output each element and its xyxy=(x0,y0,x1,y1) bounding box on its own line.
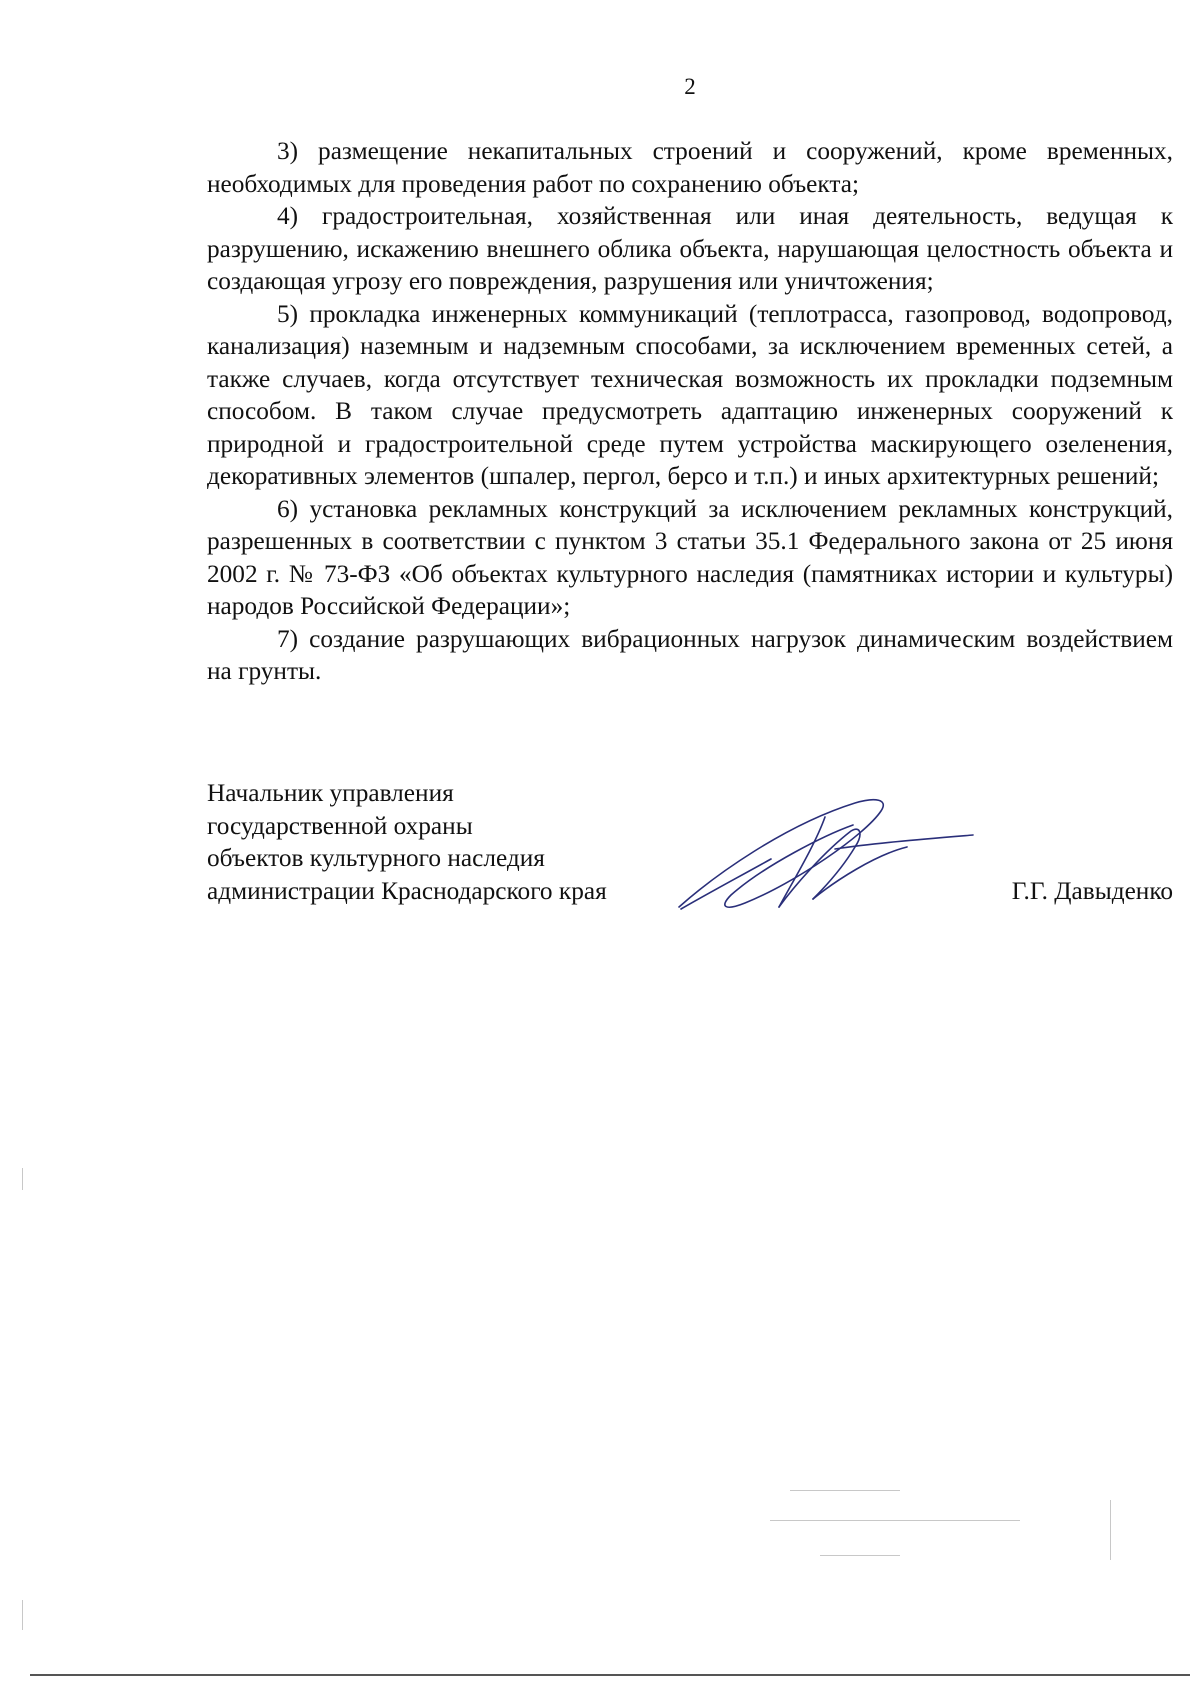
scan-artifact xyxy=(1110,1500,1111,1560)
list-item-6: 6) установка рекламных конструкций за исключением рекламных конструкций, разрешенных в соответствии с пунктом 3 статьи 35.1 Федерального закона от 25 июня 2002 г. № 73-ФЗ «Об объектах культурного наследия (памятниках истории и культуры) народов Российской Федерации»; xyxy=(207,494,1173,620)
position-line: объектов культурного наследия xyxy=(207,844,545,872)
scan-artifact xyxy=(22,1168,23,1190)
list-item-7: 7) создание разрушающих вибрационных нагрузок динамическим воздействием на грунты. xyxy=(207,624,1173,685)
signature-block xyxy=(207,777,1173,927)
position-line: администрации Краснодарского края xyxy=(207,876,607,905)
scan-artifact xyxy=(770,1520,1020,1521)
scan-artifact xyxy=(820,1555,900,1556)
bottom-rule xyxy=(30,1674,1190,1676)
scan-artifact xyxy=(790,1490,900,1491)
list-item-3: 3) размещение некапитальных строений и сооружений, кроме временных, необходимых для проведения работ по сохранению объекта; xyxy=(207,137,1173,198)
position-line: государственной охраны xyxy=(207,811,473,840)
handwritten-signature xyxy=(675,795,975,915)
position-line: Начальник управления xyxy=(207,779,454,807)
scan-artifact xyxy=(22,1600,23,1630)
signatory-position xyxy=(207,777,607,907)
list-item-4: 4) градостроительная, хозяйственная или иная деятельность, ведущая к разрушению, искажению внешнего облика объекта, нарушающая целостность объекта и создающая угрозу его повреждения, разрушения или уничтожения; xyxy=(207,202,1173,295)
page-number: 2 xyxy=(684,74,696,99)
signatory-name: Г.Г. Давыденко xyxy=(1011,877,1173,905)
document-body xyxy=(207,135,1173,688)
list-item-5: 5) прокладка инженерных коммуникаций (теплотрасса, газопровод, водопровод, канализация) наземным и надземным способами, за исключением временных сетей, а также случаев, когда отсутствует техническая возможность их прокладки подземным способом. В таком случае предусмотреть адаптацию инженерных сооружений к природной и градостроительной среде путем устройства маскирующего озеленения, декоративных элементов (шпалер, пергол, берсо и т.п.) и иных архитектурных решений; xyxy=(207,299,1173,490)
